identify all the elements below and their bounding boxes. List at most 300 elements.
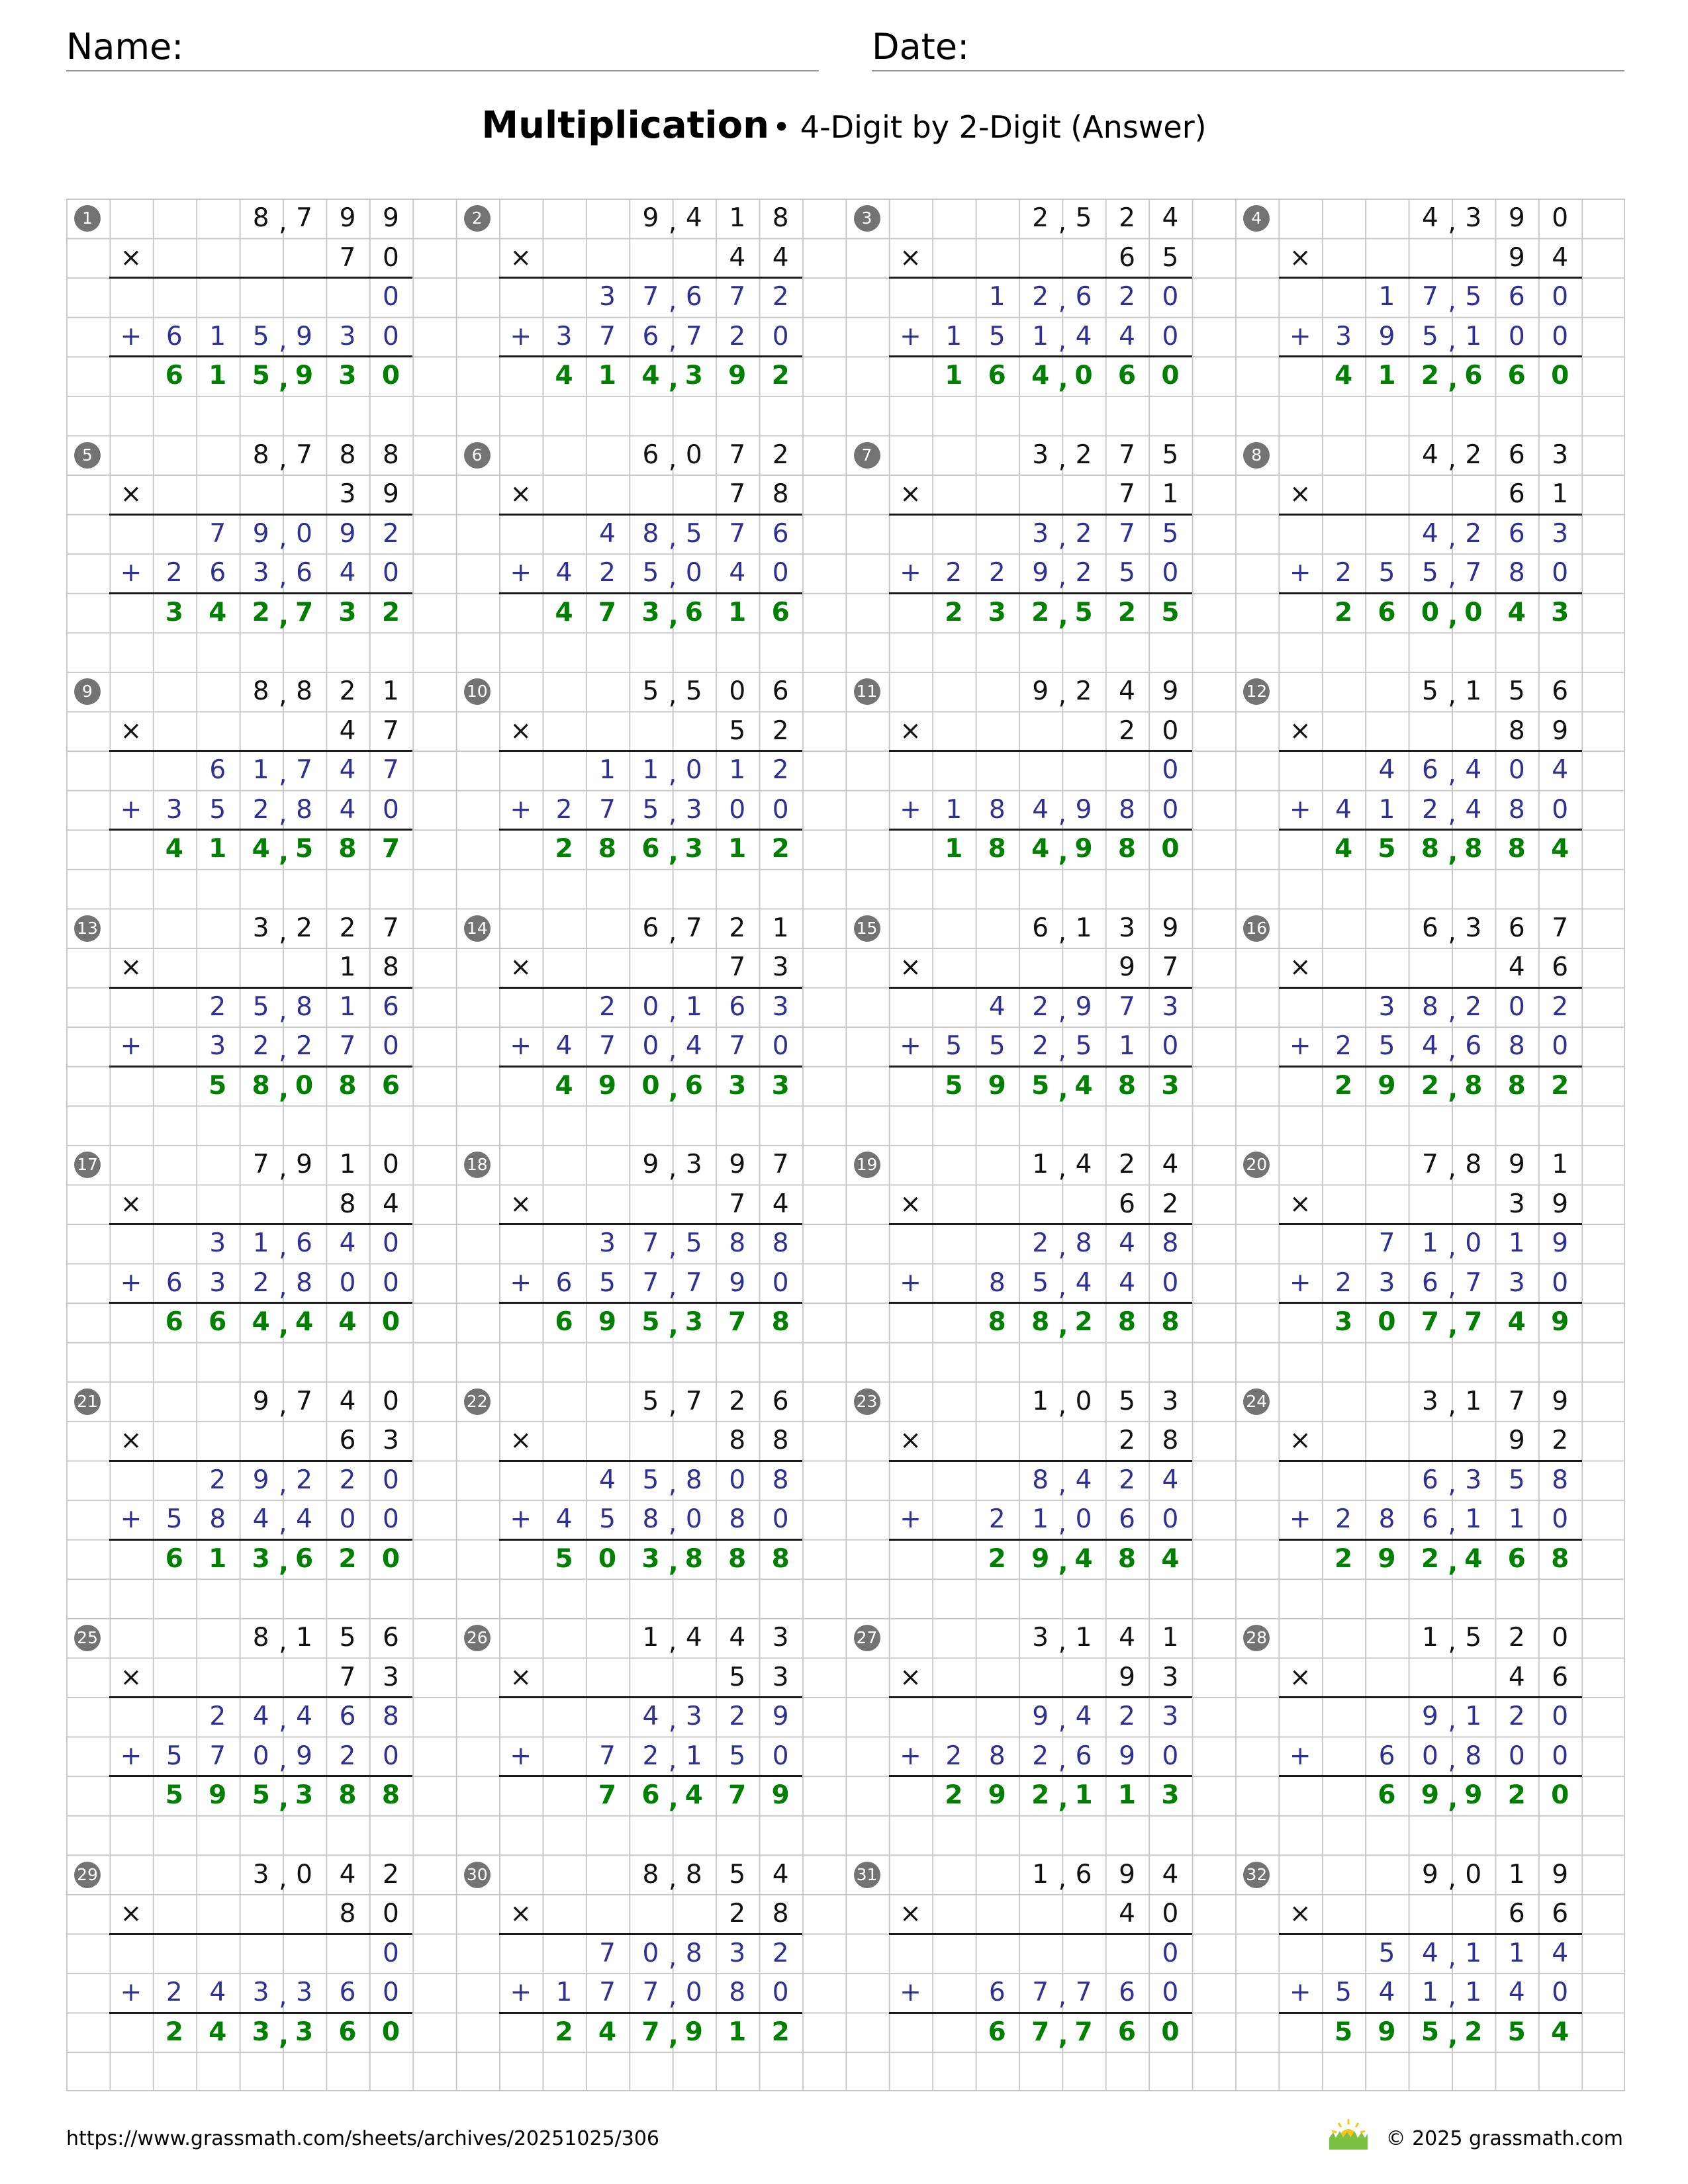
partial-product-1-digit: 9 xyxy=(1032,1702,1049,1732)
footer-url[interactable]: https://www.grassmath.com/sheets/archives/20251025/306 xyxy=(66,2127,660,2150)
multiplicand-digit: 1 xyxy=(1075,1623,1092,1653)
partial-product-1-digit: 5 xyxy=(252,991,269,1022)
partial-product-1-digit: 6 xyxy=(339,1702,356,1732)
partial-product-1-digit: 4 xyxy=(1552,755,1569,786)
partial-product-2-digit: 0 xyxy=(1552,1031,1569,1062)
partial-product-1-digit: 2 xyxy=(729,1702,746,1732)
multiplier-digit: 7 xyxy=(339,242,356,273)
multiplicand-digit: 4 xyxy=(1119,676,1135,706)
thousands-comma: , xyxy=(1058,1981,1066,2012)
partial-product-2-digit: 0 xyxy=(729,794,746,825)
multiplicand-digit: 2 xyxy=(1119,203,1135,233)
thousands-comma: , xyxy=(1058,917,1066,947)
partial-product-2-digit: 0 xyxy=(1508,321,1525,351)
partial-product-2-digit: 2 xyxy=(252,1267,269,1298)
partial-product-2-digit: 8 xyxy=(296,1267,312,1298)
multiplicand-digit: 9 xyxy=(1162,913,1179,943)
thousands-comma: , xyxy=(279,522,287,553)
thousands-comma: , xyxy=(279,1508,287,1539)
multiplier-digit: 3 xyxy=(1162,1662,1179,1692)
partial-product-2-digit: 1 xyxy=(945,321,962,351)
partial-product-2-digit: 0 xyxy=(1552,1504,1569,1535)
problem-block xyxy=(66,1382,456,1619)
plus-sign: + xyxy=(510,1978,532,2008)
multiplier-digit: 0 xyxy=(1162,1899,1179,1929)
name-field[interactable] xyxy=(66,24,819,71)
answer-line xyxy=(889,1539,1192,1541)
answer-line xyxy=(499,1066,802,1068)
partial-product-1-digit: 2 xyxy=(599,991,616,1022)
partial-product-2-digit: 9 xyxy=(1075,794,1092,825)
multiplicand-digit: 7 xyxy=(685,913,702,943)
thousands-comma: , xyxy=(668,1469,677,1499)
multiplicand-digit: 0 xyxy=(729,676,746,706)
answer-digit: 9 xyxy=(1378,2017,1396,2047)
answer-line xyxy=(889,592,1192,594)
partial-product-2-digit: 5 xyxy=(165,1504,183,1535)
multiplicand-digit: 1 xyxy=(1075,913,1092,943)
answer-digit: 9 xyxy=(771,1780,790,1811)
multiplicand-digit: 5 xyxy=(642,676,659,706)
answer-digit: 7 xyxy=(1421,1307,1439,1338)
partial-product-2-digit: 9 xyxy=(296,1741,312,1771)
multiplier-digit: 4 xyxy=(1552,242,1569,273)
answer-line xyxy=(889,1302,1192,1304)
partial-product-1-digit: 2 xyxy=(1032,282,1049,312)
thousands-comma: , xyxy=(279,798,287,829)
plus-sign: + xyxy=(1289,1978,1311,2008)
plus-sign: + xyxy=(1289,1741,1311,1771)
multiplicand-digit: 8 xyxy=(296,676,312,706)
partial-product-2-digit: 0 xyxy=(382,1267,399,1298)
multiplicand-digit: 2 xyxy=(382,1859,399,1889)
partial-product-1-digit: 7 xyxy=(209,518,226,549)
partial-product-2-digit: 3 xyxy=(1508,1267,1525,1298)
partial-product-1-digit: 1 xyxy=(1421,1228,1438,1259)
answer-digit: 5 xyxy=(252,361,270,391)
partial-product-2-digit: 5 xyxy=(1421,321,1438,351)
partial-product-2-digit: 0 xyxy=(1075,1504,1092,1535)
partial-product-1-digit: 6 xyxy=(772,518,789,549)
thousands-comma: , xyxy=(1448,1035,1456,1066)
times-sign: × xyxy=(510,242,532,273)
problem-block xyxy=(1235,1855,1625,2092)
multiplier-digit: 3 xyxy=(772,952,789,983)
partial-product-1-digit: 7 xyxy=(1119,518,1135,549)
partial-product-2-digit: 6 xyxy=(1421,1267,1438,1298)
partial-product-2-digit: 6 xyxy=(555,1267,573,1298)
partial-product-2-digit: 6 xyxy=(339,1978,356,2008)
answer-digit: 9 xyxy=(598,1307,617,1338)
thousands-comma: , xyxy=(1058,798,1066,829)
partial-product-2-digit: 4 xyxy=(209,1978,226,2008)
multiplier-digit: 0 xyxy=(1162,715,1179,746)
answer-digit: 8 xyxy=(771,1307,790,1338)
multiplier-digit: 8 xyxy=(772,1899,789,1929)
answer-line xyxy=(889,987,1192,989)
multiplier-digit: 0 xyxy=(382,1899,399,1929)
thousands-comma: , xyxy=(279,2021,289,2051)
multiplicand-digit: 4 xyxy=(339,1859,356,1889)
partial-product-2-digit: 0 xyxy=(1421,1741,1438,1771)
partial-product-1-digit: 0 xyxy=(729,1465,746,1495)
answer-digit: 6 xyxy=(209,1307,227,1338)
partial-product-1-digit: 2 xyxy=(382,518,399,549)
partial-product-2-digit: 0 xyxy=(382,794,399,825)
partial-product-2-digit: 3 xyxy=(165,794,183,825)
partial-product-1-digit: 8 xyxy=(1552,1465,1569,1495)
multiplicand-digit: 1 xyxy=(772,913,789,943)
problem-number-badge: 22 xyxy=(464,1388,491,1415)
partial-product-2-digit: 4 xyxy=(252,1504,269,1535)
partial-product-1-digit: 2 xyxy=(1119,1465,1135,1495)
multiplicand-digit: 9 xyxy=(729,1150,746,1179)
multiplicand-digit: 9 xyxy=(1508,1150,1525,1179)
answer-digit: 8 xyxy=(598,834,617,864)
multiplier-digit: 2 xyxy=(1119,1426,1135,1456)
partial-product-1-digit: 2 xyxy=(209,1465,226,1495)
partial-product-1-digit: 1 xyxy=(1465,1702,1482,1732)
partial-product-2-digit: 7 xyxy=(599,794,616,825)
answer-digit: 2 xyxy=(555,834,573,864)
multiplicand-digit: 1 xyxy=(1508,1859,1525,1889)
answer-digit: 0 xyxy=(1421,597,1439,627)
multiplicand-digit: 4 xyxy=(1162,203,1179,233)
thousands-comma: , xyxy=(1448,1942,1456,1972)
partial-product-1-digit: 2 xyxy=(772,1938,789,1968)
partial-product-1-digit: 8 xyxy=(382,1702,399,1732)
answer-line xyxy=(889,1933,1192,1935)
answer-digit: 9 xyxy=(1031,1543,1050,1574)
partial-product-2-digit: 0 xyxy=(1162,1031,1179,1062)
partial-product-2-digit: 5 xyxy=(599,1267,616,1298)
answer-line xyxy=(499,355,802,357)
partial-product-1-digit: 2 xyxy=(1552,991,1569,1022)
multiplicand-digit: 8 xyxy=(685,1859,702,1889)
answer-digit: 9 xyxy=(1464,1780,1483,1811)
answer-digit: 1 xyxy=(728,597,747,627)
partial-product-2-digit: 2 xyxy=(988,558,1006,588)
problem-block xyxy=(66,1618,456,1855)
answer-digit: 7 xyxy=(728,1307,747,1338)
partial-product-2-digit: 0 xyxy=(1162,794,1179,825)
partial-product-2-digit: 0 xyxy=(1162,1504,1179,1535)
answer-digit: 2 xyxy=(252,597,270,627)
thousands-comma: , xyxy=(668,1547,679,1578)
answer-digit: 6 xyxy=(381,1070,400,1101)
multiplicand-digit: 5 xyxy=(1508,676,1525,706)
multiplier-digit: 3 xyxy=(1508,1189,1525,1219)
partial-product-1-digit: 8 xyxy=(296,991,312,1022)
partial-product-2-digit: 8 xyxy=(642,1504,659,1535)
multiplicand-digit: 4 xyxy=(1421,203,1438,233)
answer-digit: 5 xyxy=(1031,1070,1050,1101)
answer-digit: 9 xyxy=(988,1780,1006,1811)
partial-product-2-digit: 7 xyxy=(729,1031,746,1062)
answer-digit: 6 xyxy=(1507,361,1526,391)
problem-block xyxy=(456,1855,846,2092)
partial-product-2-digit: 8 xyxy=(1119,794,1135,825)
times-sign: × xyxy=(120,1899,142,1929)
plus-sign: + xyxy=(120,1504,142,1535)
partial-product-2-digit: 3 xyxy=(252,558,269,588)
multiplier-digit: 3 xyxy=(382,1426,399,1456)
problem-number-badge: 27 xyxy=(854,1625,880,1651)
partial-product-2-digit: 3 xyxy=(209,1031,226,1062)
answer-digit: 3 xyxy=(295,1780,314,1811)
answer-digit: 8 xyxy=(1117,1070,1137,1101)
multiplicand-digit: 9 xyxy=(252,1386,269,1416)
answer-digit: 2 xyxy=(1335,1543,1353,1574)
multiplicand-digit: 8 xyxy=(772,203,789,233)
partial-product-2-digit: 3 xyxy=(555,321,573,351)
multiplicand-digit: 1 xyxy=(1465,1386,1482,1416)
problem-number-badge: 24 xyxy=(1243,1388,1270,1415)
partial-product-2-digit: 9 xyxy=(296,321,312,351)
multiplicand-digit: 5 xyxy=(339,1623,356,1653)
partial-product-2-digit: 0 xyxy=(1552,1978,1569,2008)
thousands-comma: , xyxy=(1058,522,1066,553)
partial-product-1-digit: 0 xyxy=(1552,1702,1569,1732)
thousands-comma: , xyxy=(279,1784,289,1815)
multiplier-digit: 7 xyxy=(1162,952,1179,983)
thousands-comma: , xyxy=(1448,1074,1458,1105)
partial-product-2-digit: 1 xyxy=(1465,1504,1482,1535)
partial-product-1-digit: 9 xyxy=(339,518,356,549)
thousands-comma: , xyxy=(1448,601,1458,631)
grass-sun-icon xyxy=(1327,2118,1370,2151)
answer-digit: 2 xyxy=(1031,597,1050,627)
multiplier-digit: 8 xyxy=(339,1189,356,1219)
answer-digit: 3 xyxy=(641,1543,660,1574)
thousands-comma: , xyxy=(668,1232,677,1263)
answer-digit: 5 xyxy=(295,834,314,864)
answer-line xyxy=(499,514,802,516)
thousands-comma: , xyxy=(668,1942,677,1972)
partial-product-2-digit: 1 xyxy=(1465,1978,1482,2008)
answer-digit: 1 xyxy=(209,361,227,391)
partial-product-1-digit: 0 xyxy=(642,991,659,1022)
multiplicand-digit: 3 xyxy=(252,913,269,943)
thousands-comma: , xyxy=(279,759,287,790)
partial-product-2-digit: 3 xyxy=(209,1267,226,1298)
multiplier-digit: 7 xyxy=(729,479,746,510)
problem-block xyxy=(456,1618,846,1855)
multiplicand-digit: 7 xyxy=(1421,1150,1438,1179)
partial-product-2-digit: 7 xyxy=(1465,1267,1482,1298)
partial-product-2-digit: 3 xyxy=(1335,321,1352,351)
problem-block xyxy=(1235,199,1625,435)
answer-digit: 8 xyxy=(1421,834,1439,864)
date-field[interactable] xyxy=(872,24,1624,71)
answer-digit: 8 xyxy=(1117,834,1137,864)
answer-digit: 3 xyxy=(1161,1780,1180,1811)
answer-digit: 4 xyxy=(1507,1307,1526,1338)
partial-product-1-digit: 8 xyxy=(685,1938,702,1968)
times-sign: × xyxy=(900,952,921,983)
partial-product-1-digit: 1 xyxy=(1378,282,1395,312)
answer-digit: 3 xyxy=(252,2017,270,2047)
answer-digit: 7 xyxy=(1074,2017,1093,2047)
answer-digit: 6 xyxy=(988,2017,1006,2047)
thousands-comma: , xyxy=(279,1271,287,1302)
answer-line xyxy=(109,2012,412,2014)
times-sign: × xyxy=(120,1662,142,1692)
answer-line xyxy=(109,1302,412,1304)
answer-digit: 3 xyxy=(684,1307,703,1338)
partial-product-1-digit: 9 xyxy=(1075,991,1092,1022)
partial-product-2-digit: 0 xyxy=(382,1031,399,1062)
answer-digit: 9 xyxy=(684,2017,703,2047)
answer-line xyxy=(109,1696,412,1698)
thousands-comma: , xyxy=(668,1390,677,1420)
thousands-comma: , xyxy=(1448,917,1456,947)
answer-digit: 7 xyxy=(641,2017,660,2047)
partial-product-2-digit: 5 xyxy=(1119,558,1135,588)
times-sign: × xyxy=(120,479,142,510)
multiplicand-digit: 0 xyxy=(685,439,702,470)
answer-digit: 4 xyxy=(1031,834,1050,864)
plus-sign: + xyxy=(510,321,532,351)
answer-digit: 5 xyxy=(641,1307,660,1338)
partial-product-1-digit: 8 xyxy=(1421,991,1438,1022)
thousands-comma: , xyxy=(668,995,677,1026)
answer-digit: 3 xyxy=(684,834,703,864)
answer-digit: 5 xyxy=(252,1780,270,1811)
partial-product-1-digit: 0 xyxy=(382,1938,399,1968)
problem-block xyxy=(456,199,846,435)
plus-sign: + xyxy=(120,794,142,825)
partial-product-1-digit: 3 xyxy=(1552,518,1569,549)
problem-number-badge: 11 xyxy=(854,678,880,705)
partial-product-2-digit: 7 xyxy=(642,1978,659,2008)
partial-product-2-digit: 4 xyxy=(1075,321,1092,351)
multiplicand-digit: 6 xyxy=(642,913,659,943)
partial-product-2-digit: 8 xyxy=(209,1504,226,1535)
partial-product-2-digit: 0 xyxy=(772,558,789,588)
answer-digit: 2 xyxy=(1031,1780,1050,1811)
partial-product-2-digit: 5 xyxy=(1032,1267,1049,1298)
answer-digit: 8 xyxy=(338,1780,357,1811)
thousands-comma: , xyxy=(1448,1863,1456,1893)
thousands-comma: , xyxy=(668,1311,679,1342)
multiplicand-digit: 3 xyxy=(772,1623,789,1653)
multiplicand-digit: 7 xyxy=(296,1386,312,1416)
multiplicand-digit: 1 xyxy=(1162,1623,1179,1653)
problem-number-badge: 6 xyxy=(464,442,491,469)
problem-number-badge: 18 xyxy=(464,1152,491,1178)
answer-digit: 8 xyxy=(771,1543,790,1574)
answer-line xyxy=(889,1223,1192,1225)
answer-line xyxy=(1279,355,1582,357)
partial-product-1-digit: 1 xyxy=(1508,1228,1525,1259)
partial-product-2-digit: 7 xyxy=(685,321,702,351)
thousands-comma: , xyxy=(1058,286,1066,316)
multiplier-digit: 4 xyxy=(729,242,746,273)
partial-product-1-digit: 0 xyxy=(296,518,312,549)
multiplier-digit: 9 xyxy=(1552,1189,1569,1219)
partial-product-2-digit: 2 xyxy=(165,558,183,588)
multiplicand-digit: 2 xyxy=(1075,676,1092,706)
multiplier-digit: 7 xyxy=(382,715,399,746)
answer-digit: 2 xyxy=(555,2017,573,2047)
answer-digit: 8 xyxy=(1464,1070,1483,1101)
partial-product-2-digit: 8 xyxy=(1378,1504,1395,1535)
partial-product-2-digit: 0 xyxy=(382,1741,399,1771)
multiplicand-digit: 6 xyxy=(1075,1859,1092,1889)
multiplier-digit: 6 xyxy=(1552,952,1569,983)
thousands-comma: , xyxy=(1448,1706,1456,1736)
problem-number-badge: 20 xyxy=(1243,1152,1270,1178)
partial-product-1-digit: 7 xyxy=(382,755,399,786)
multiplicand-digit: 8 xyxy=(252,439,269,470)
partial-product-2-digit: 2 xyxy=(555,794,573,825)
answer-line xyxy=(109,277,412,279)
partial-product-2-digit: 0 xyxy=(772,1267,789,1298)
partial-product-1-digit: 7 xyxy=(1119,991,1135,1022)
date-label: Date: xyxy=(872,26,970,68)
partial-product-1-digit: 8 xyxy=(1162,1228,1179,1259)
multiplier-digit: 8 xyxy=(1162,1426,1179,1456)
answer-line xyxy=(1279,1539,1582,1541)
answer-digit: 8 xyxy=(252,1070,270,1101)
thousands-comma: , xyxy=(279,1390,287,1420)
answer-line xyxy=(499,1302,802,1304)
partial-product-1-digit: 3 xyxy=(1465,1465,1482,1495)
answer-digit: 6 xyxy=(684,1070,703,1101)
multiplier-digit: 4 xyxy=(382,1189,399,1219)
times-sign: × xyxy=(900,479,921,510)
problem-number-badge: 30 xyxy=(464,1862,491,1888)
answer-digit: 4 xyxy=(338,1307,357,1338)
multiplicand-digit: 5 xyxy=(685,676,702,706)
multiplicand-digit: 3 xyxy=(1119,913,1135,943)
partial-product-2-digit: 1 xyxy=(1119,1031,1135,1062)
partial-product-2-digit: 1 xyxy=(685,1741,702,1771)
multiplicand-digit: 2 xyxy=(1032,203,1049,233)
answer-digit: 6 xyxy=(165,1543,183,1574)
partial-product-1-digit: 4 xyxy=(1552,1938,1569,1968)
answer-digit: 0 xyxy=(1074,361,1093,391)
answer-digit: 6 xyxy=(641,834,660,864)
partial-product-2-digit: 0 xyxy=(1162,321,1179,351)
partial-product-2-digit: 0 xyxy=(772,794,789,825)
answer-digit: 8 xyxy=(1464,834,1483,864)
thousands-comma: , xyxy=(1058,1232,1066,1263)
answer-line xyxy=(1279,829,1582,831)
thousands-comma: , xyxy=(668,917,677,947)
problem-block xyxy=(846,1618,1236,1855)
thousands-comma: , xyxy=(279,207,287,237)
partial-product-2-digit: 8 xyxy=(988,1267,1006,1298)
answer-digit: 2 xyxy=(945,597,963,627)
partial-product-1-digit: 4 xyxy=(599,1465,616,1495)
multiplicand-digit: 9 xyxy=(296,1150,312,1179)
answer-line xyxy=(499,1696,802,1698)
answer-line xyxy=(109,592,412,594)
problem-number-badge: 16 xyxy=(1243,915,1270,942)
thousands-comma: , xyxy=(668,601,679,631)
times-sign: × xyxy=(900,1662,921,1692)
answer-digit: 4 xyxy=(1507,597,1526,627)
thousands-comma: , xyxy=(1448,443,1456,474)
plus-sign: + xyxy=(900,1741,921,1771)
answer-digit: 1 xyxy=(209,834,227,864)
multiplier-digit: 7 xyxy=(1119,479,1135,510)
partial-product-2-digit: 5 xyxy=(1378,558,1395,588)
partial-product-1-digit: 0 xyxy=(382,1228,399,1259)
partial-product-1-digit: 8 xyxy=(772,1228,789,1259)
